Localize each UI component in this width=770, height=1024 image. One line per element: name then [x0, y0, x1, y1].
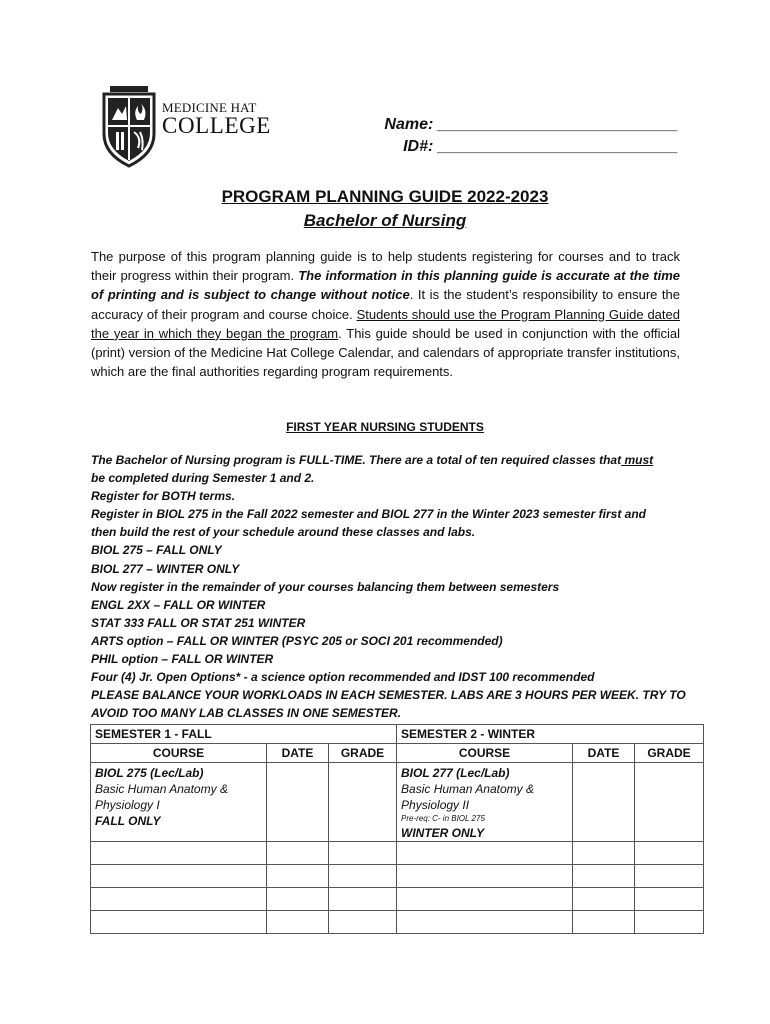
fall-course-cell[interactable] — [91, 865, 267, 888]
fall-grade-cell[interactable] — [329, 763, 397, 842]
fall-date-cell[interactable] — [267, 911, 329, 934]
planning-table — [90, 724, 704, 934]
instruction-line — [91, 451, 691, 469]
intro-underlined-note: Students should use the Program Planning Guide dated the year in which they began the program — [91, 306, 680, 341]
intro-text-3: . This guide should be used in conjunction with the official (print) version of the Medicine Hat College Calendar, and calendars of appropriate transfer institutions, which are the final authorities regarding program requirements. — [91, 325, 680, 380]
fall-grade-cell[interactable] — [329, 842, 397, 865]
winter-grade-cell[interactable] — [635, 888, 704, 911]
course-term-note: FALL ONLY — [95, 814, 161, 828]
logo-line-1: MEDICINE HAT — [162, 100, 257, 115]
course-term-note: WINTER ONLY — [401, 826, 485, 840]
winter-course-cell[interactable] — [397, 911, 573, 934]
intro-text-1: The purpose of this program planning guide is to help students registering for courses and to track their progress within their program. — [91, 249, 680, 284]
instruction-line: Register in BIOL 275 in the Fall 2022 semester and BIOL 277 in the Winter 2023 semester first and — [91, 507, 646, 522]
course-name: Basic Human Anatomy & — [95, 782, 228, 796]
semester-1-header: SEMESTER 1 - FALL — [91, 725, 397, 744]
instruction-line: BIOL 275 – FALL ONLY — [91, 543, 222, 558]
fall-grade-cell[interactable] — [329, 888, 397, 911]
winter-course-header: COURSE — [397, 744, 573, 763]
course-name: Physiology II — [401, 798, 470, 812]
instruction-line: AVOID TOO MANY LAB CLASSES IN ONE SEMESTER. — [91, 706, 402, 721]
student-id-block — [384, 114, 678, 158]
intro-disclaimer: The information in this planning guide is accurate at the time of printing and is subject to change without notice — [91, 268, 680, 303]
id-field[interactable]: ID#: ___________________________ — [403, 138, 678, 155]
instruction-line: be completed during Semester 1 and 2. — [91, 471, 315, 486]
table-row — [91, 763, 704, 842]
fall-grade-cell[interactable] — [329, 911, 397, 934]
fall-date-cell[interactable] — [267, 842, 329, 865]
crest-icon — [100, 86, 158, 168]
instruction-line: STAT 333 FALL OR STAT 251 WINTER — [91, 615, 306, 630]
instruction-line: ENGL 2XX – FALL OR WINTER — [91, 597, 266, 612]
college-logo — [100, 86, 280, 168]
name-field[interactable]: Name: ___________________________ — [384, 116, 678, 133]
logo-line-2: COLLEGE — [162, 113, 271, 138]
fall-grade-cell[interactable] — [329, 865, 397, 888]
fall-date-header: DATE — [267, 744, 329, 763]
instruction-emphasis: must — [621, 453, 654, 467]
course-prereq: Pre-req: C- in BIOL 275 — [401, 814, 485, 823]
table-row — [91, 865, 704, 888]
instructions-block — [91, 451, 691, 722]
fall-course-cell — [91, 763, 267, 842]
winter-grade-cell[interactable] — [635, 911, 704, 934]
winter-course-cell[interactable] — [397, 842, 573, 865]
winter-grade-cell[interactable] — [635, 865, 704, 888]
table-row — [91, 888, 704, 911]
column-header-row — [91, 744, 704, 763]
instruction-text: The Bachelor of Nursing program is FULL-TIME. There are a total of ten required classes that — [91, 453, 622, 467]
winter-date-header: DATE — [573, 744, 635, 763]
program-subtitle: Bachelor of Nursing — [303, 211, 467, 230]
table-row — [91, 911, 704, 934]
fall-course-header: COURSE — [91, 744, 267, 763]
fall-course-cell[interactable] — [91, 888, 267, 911]
winter-date-cell[interactable] — [573, 842, 635, 865]
winter-course-cell[interactable] — [397, 865, 573, 888]
table-row — [91, 842, 704, 865]
instruction-line: Register for BOTH terms. — [91, 489, 236, 504]
intro-text-2: . It is the student’s responsibility to ensure the accuracy of their program and course choice. — [91, 287, 681, 322]
instruction-line: PHIL option – FALL OR WINTER — [91, 652, 274, 667]
winter-course-cell — [397, 763, 573, 842]
winter-date-cell[interactable] — [573, 911, 635, 934]
fall-date-cell[interactable] — [267, 888, 329, 911]
instruction-line: then build the rest of your schedule around these classes and labs. — [91, 525, 476, 540]
instruction-line: Now register in the remainder of your courses balancing them between semesters — [91, 579, 560, 594]
fall-course-cell[interactable] — [91, 911, 267, 934]
page-title: PROGRAM PLANNING GUIDE 2022-2023 — [221, 187, 549, 206]
section-heading: FIRST YEAR NURSING STUDENTS — [286, 420, 484, 434]
course-name: Physiology I — [95, 798, 160, 812]
course-code: BIOL 277 (Lec/Lab) — [401, 766, 510, 780]
winter-grade-cell[interactable] — [635, 842, 704, 865]
instruction-line: BIOL 277 – WINTER ONLY — [91, 561, 240, 576]
fall-course-cell[interactable] — [91, 842, 267, 865]
semester-2-header: SEMESTER 2 - WINTER — [397, 725, 704, 744]
intro-paragraph — [91, 247, 680, 381]
winter-grade-header: GRADE — [635, 744, 704, 763]
course-code: BIOL 275 (Lec/Lab) — [95, 766, 204, 780]
instruction-line: PLEASE BALANCE YOUR WORKLOADS IN EACH SEMESTER. LABS ARE 3 HOURS PER WEEK. TRY TO — [91, 688, 686, 703]
winter-date-cell[interactable] — [573, 763, 635, 842]
fall-date-cell[interactable] — [267, 865, 329, 888]
winter-grade-cell[interactable] — [635, 763, 704, 842]
course-name: Basic Human Anatomy & — [401, 782, 534, 796]
winter-date-cell[interactable] — [573, 865, 635, 888]
instruction-line: Four (4) Jr. Open Options* - a science option recommended and IDST 100 recommended — [91, 670, 595, 685]
fall-grade-header: GRADE — [329, 744, 397, 763]
instruction-line: ARTS option – FALL OR WINTER (PSYC 205 or SOCI 201 recommended) — [91, 633, 503, 648]
winter-course-cell[interactable] — [397, 888, 573, 911]
winter-date-cell[interactable] — [573, 888, 635, 911]
fall-date-cell[interactable] — [267, 763, 329, 842]
semester-header-row — [91, 725, 704, 744]
